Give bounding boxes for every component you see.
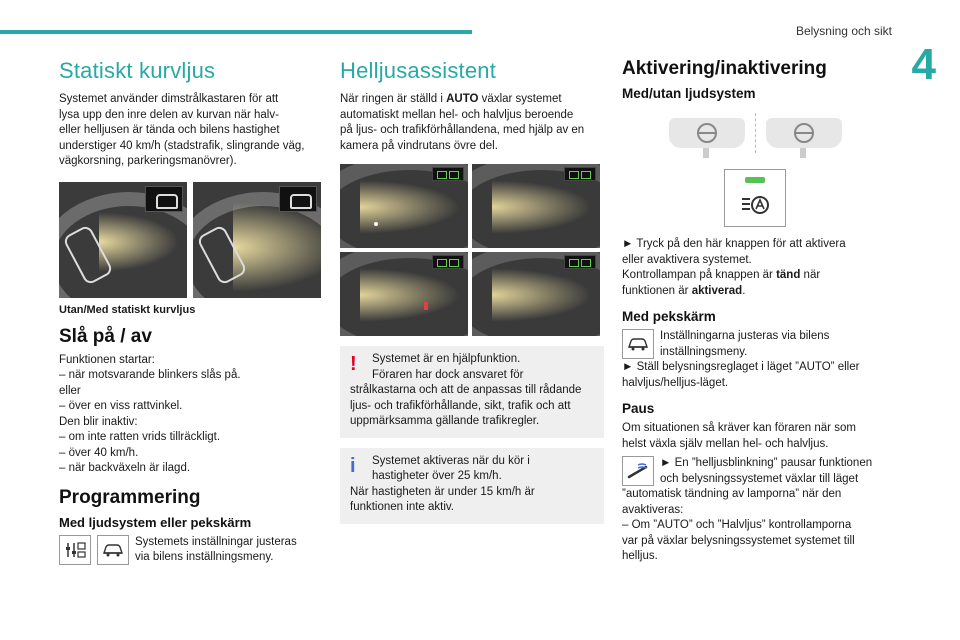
steering-wheel-views — [622, 113, 888, 153]
touchscreen-instruction — [622, 329, 888, 360]
beam-indicator-icon — [432, 167, 464, 181]
indicator-lamp-text: Kontrollampan på knappen är tänd när funktionen är aktiverad. — [622, 269, 821, 297]
illustration-high-beam-4 — [472, 252, 600, 336]
car-front-icon — [279, 186, 317, 212]
programming-instruction — [59, 535, 321, 566]
heading-with-without-audio: Med/utan ljudsystem — [622, 86, 756, 101]
illustration-with-cornering-light — [193, 182, 321, 298]
illustration-without-cornering-light — [59, 182, 187, 298]
beam-indicator-icon — [432, 255, 464, 269]
illustration-high-beam-1 — [340, 164, 468, 248]
pause-details: ”automatisk tändning av lamporna” när den avaktiveras: – Om ”AUTO” och ”Halvljus” kontrollamporna var på växlar belysningssystemet systemet till helljus. — [622, 488, 855, 562]
info-note — [340, 448, 604, 524]
indicator-lamp — [745, 177, 765, 183]
steering-wheel-icon — [669, 118, 745, 148]
touchscreen-text: Inställningarna justeras via bilens inställningsmeny. — [660, 330, 830, 358]
cornering-illustrations — [59, 182, 321, 298]
heading-touchscreen: Med pekskärm — [622, 309, 716, 324]
info-icon: i — [350, 454, 356, 477]
car-settings-icon — [622, 329, 654, 359]
static-cornering-intro: Systemet använder dimstrålkastaren för att lysa upp den inre delen av kurvan när halv- eller helljusen är tända och bilens hastighet understiger 40 km/h (stadstrafik, slingrande väg, vägkorsning, parkeringsmanövrer). — [59, 93, 305, 167]
warning-text-first: Systemet är en hjälpfunktion. Föraren har dock ansvaret för — [372, 353, 524, 381]
heading-programming: Programmering — [59, 486, 201, 508]
high-beam-assist-button[interactable] — [724, 169, 786, 227]
illustration-high-beam-3 — [340, 252, 468, 336]
programming-text: Systemets inställningar justeras via bilens inställningsmeny. — [135, 535, 297, 563]
heading-pause: Paus — [622, 401, 655, 416]
pause-intro: Om situationen så kräver kan föraren när som helst växla själv mellan hel- och halvljus. — [622, 422, 856, 450]
view-divider — [755, 113, 756, 153]
info-text-rest: När hastigheten är under 15 km/h är funktionen inte aktiv. — [350, 485, 535, 513]
settings-sliders-icon — [59, 535, 91, 565]
heading-on-off: Slå på / av — [59, 325, 152, 347]
on-off-conditions: Funktionen startar: – när motsvarande blinkers slås på. eller – över en viss rattvinkel. Den blir inaktiv: – om inte ratten vrids tillräckligt. – över 40 km/h. – när backväxeln är ilagd. — [59, 353, 241, 474]
warning-text-rest: strålkastarna och att de anpassas till rådande ljus- och trafikförhållande, sikt, trafik och att uppmärksamma gällande trafikregler. — [350, 384, 582, 427]
press-button-instruction: ► Tryck på den här knappen för att aktivera eller avaktivera systemet. — [622, 238, 846, 266]
heading-static-cornering: Statiskt kurvljus — [59, 58, 216, 83]
heading-activation: Aktivering/inaktivering — [622, 58, 827, 79]
heading-high-beam-assist: Helljusassistent — [340, 58, 497, 83]
steering-wheel-icon — [766, 118, 842, 148]
illustration-caption: Utan/Med statiskt kurvljus — [59, 303, 196, 316]
chapter-number: 4 — [911, 40, 936, 89]
column-high-beam-assist — [340, 58, 604, 524]
warning-exclamation-icon: ! — [350, 353, 357, 375]
warning-note — [340, 346, 604, 438]
touchscreen-step: ► Ställ belysningsreglaget i läget ”AUTO” eller halvljus/helljus-läget. — [622, 361, 860, 389]
column-static-cornering — [59, 58, 321, 566]
car-settings-icon — [97, 535, 129, 565]
section-title: Belysning och sikt — [795, 24, 892, 38]
illustration-high-beam-2 — [472, 164, 600, 248]
auto-keyword: AUTO — [446, 93, 479, 105]
header-accent-bar — [0, 30, 472, 34]
beam-indicator-icon — [564, 167, 596, 181]
info-text-first: Systemet aktiveras när du kör i hastigheter över 25 km/h. — [372, 454, 530, 482]
pause-instruction — [622, 456, 888, 487]
heading-audio-touchscreen: Med ljudsystem eller pekskärm — [59, 514, 252, 530]
high-beam-intro: När ringen är ställd i AUTO växlar systemet automatiskt mellan hel- och halvljus beroende på ljus- och trafikförhållandena, med hjälp av en kamera på vindrutans övre del. — [340, 93, 585, 152]
pause-icon-text: ► En ”helljusblinkning” pausar funktionen och belysningssystemet växlar till läget — [660, 457, 873, 485]
headlamp-flash-icon — [622, 456, 654, 486]
beam-indicator-icon — [564, 255, 596, 269]
auto-headlamp-icon — [740, 194, 770, 216]
column-activation — [622, 58, 888, 565]
car-front-icon — [145, 186, 183, 212]
high-beam-illustrations — [340, 164, 604, 336]
